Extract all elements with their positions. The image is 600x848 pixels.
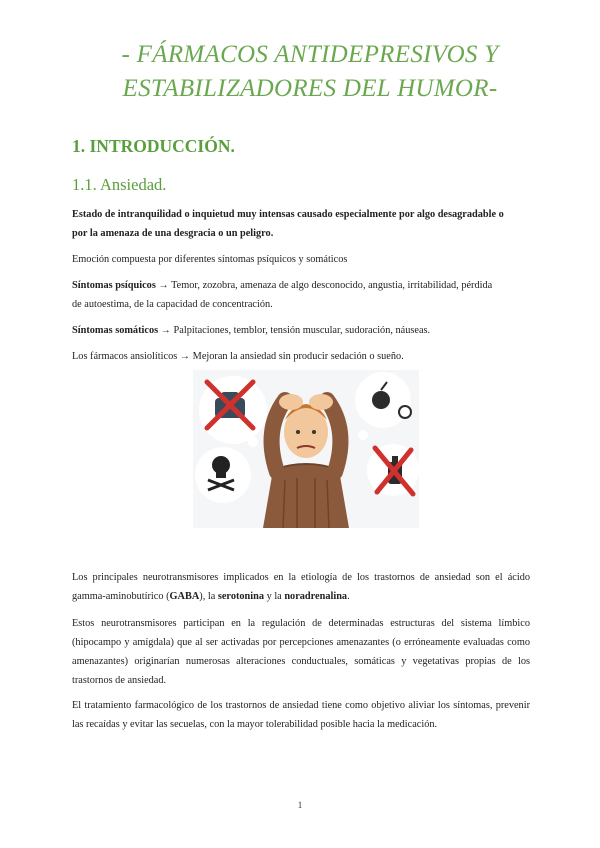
- page-number: 1: [297, 800, 303, 810]
- neurotransmitters-paragraph: [72, 568, 530, 606]
- noradrenaline-term: noradrenalina: [284, 591, 348, 602]
- section-heading: 1. INTRODUCCIÓN.: [72, 136, 235, 156]
- clock-icon: [399, 406, 411, 418]
- anxious-person: [263, 394, 349, 528]
- definition-paragraph: [72, 205, 530, 243]
- limbic-paragraph: Estos neurotransmisores participan en la regulación de determinadas estructuras del sistema límbico (hipocampo y amígdala) que al ser activadas por percepciones amenazantes (o erróneamente evaluadas como amenazantes) originarían numerosas alteraciones conductuales, somáticas y vegetativas propias de los trastornos de ansiedad.: [72, 618, 530, 686]
- neuro-end-text: .: [347, 591, 350, 602]
- psychic-text-line1: → Temor, zozobra, amenaza de algo desconocido, angustia, irritabilidad, pérdida: [155, 280, 493, 291]
- subsection-heading: 1.1. Ansiedad.: [72, 175, 167, 194]
- psychic-label: Síntomas psíquicos: [72, 280, 156, 291]
- somatic-text: → Palpitaciones, temblor, tensión muscular, sudoración, náuseas.: [158, 325, 431, 336]
- anxiety-illustration: [193, 370, 419, 528]
- somatic-symptoms-paragraph: [72, 321, 530, 340]
- neuro-mid-text: ), la: [199, 591, 218, 602]
- neuro-and-text: y la: [264, 591, 285, 602]
- definition-line1: Estado de intranquilidad o inquietud muy intensas causado especialmente por algo desagradable o: [72, 209, 504, 220]
- psychic-text-line2: de autoestima, de la capacidad de concentración.: [72, 299, 273, 310]
- document-title-line2: ESTABILIZADORES DEL HUMOR-: [122, 75, 498, 102]
- emotion-paragraph: Emoción compuesta por diferentes síntomas psíquicos y somáticos: [72, 254, 348, 265]
- serotonin-term: serotonina: [217, 591, 265, 602]
- anxiolytics-paragraph: Los fármacos ansiolíticos → Mejoran la ansiedad sin producir sedación o sueño.: [72, 351, 404, 362]
- psychic-symptoms-paragraph: [72, 276, 530, 314]
- document-title-line1: - FÁRMACOS ANTIDEPRESIVOS Y: [121, 41, 499, 68]
- treatment-paragraph: El tratamiento farmacológico de los trastornos de ansiedad tiene como objetivo aliviar los síntomas, prevenir las recaídas y evitar las secuelas, con la mayor tolerabilidad posible hacia la medicación.: [72, 700, 530, 730]
- neuro-intro-text: Los principales neurotransmisores implicados en la etiología de los trastornos de ansiedad son el ácido gamma-aminobutírico (: [72, 572, 530, 602]
- gaba-term: GABA: [169, 591, 200, 602]
- definition-line2: por la amenaza de una desgracia o un peligro.: [72, 228, 274, 239]
- somatic-label: Síntomas somáticos: [72, 325, 159, 336]
